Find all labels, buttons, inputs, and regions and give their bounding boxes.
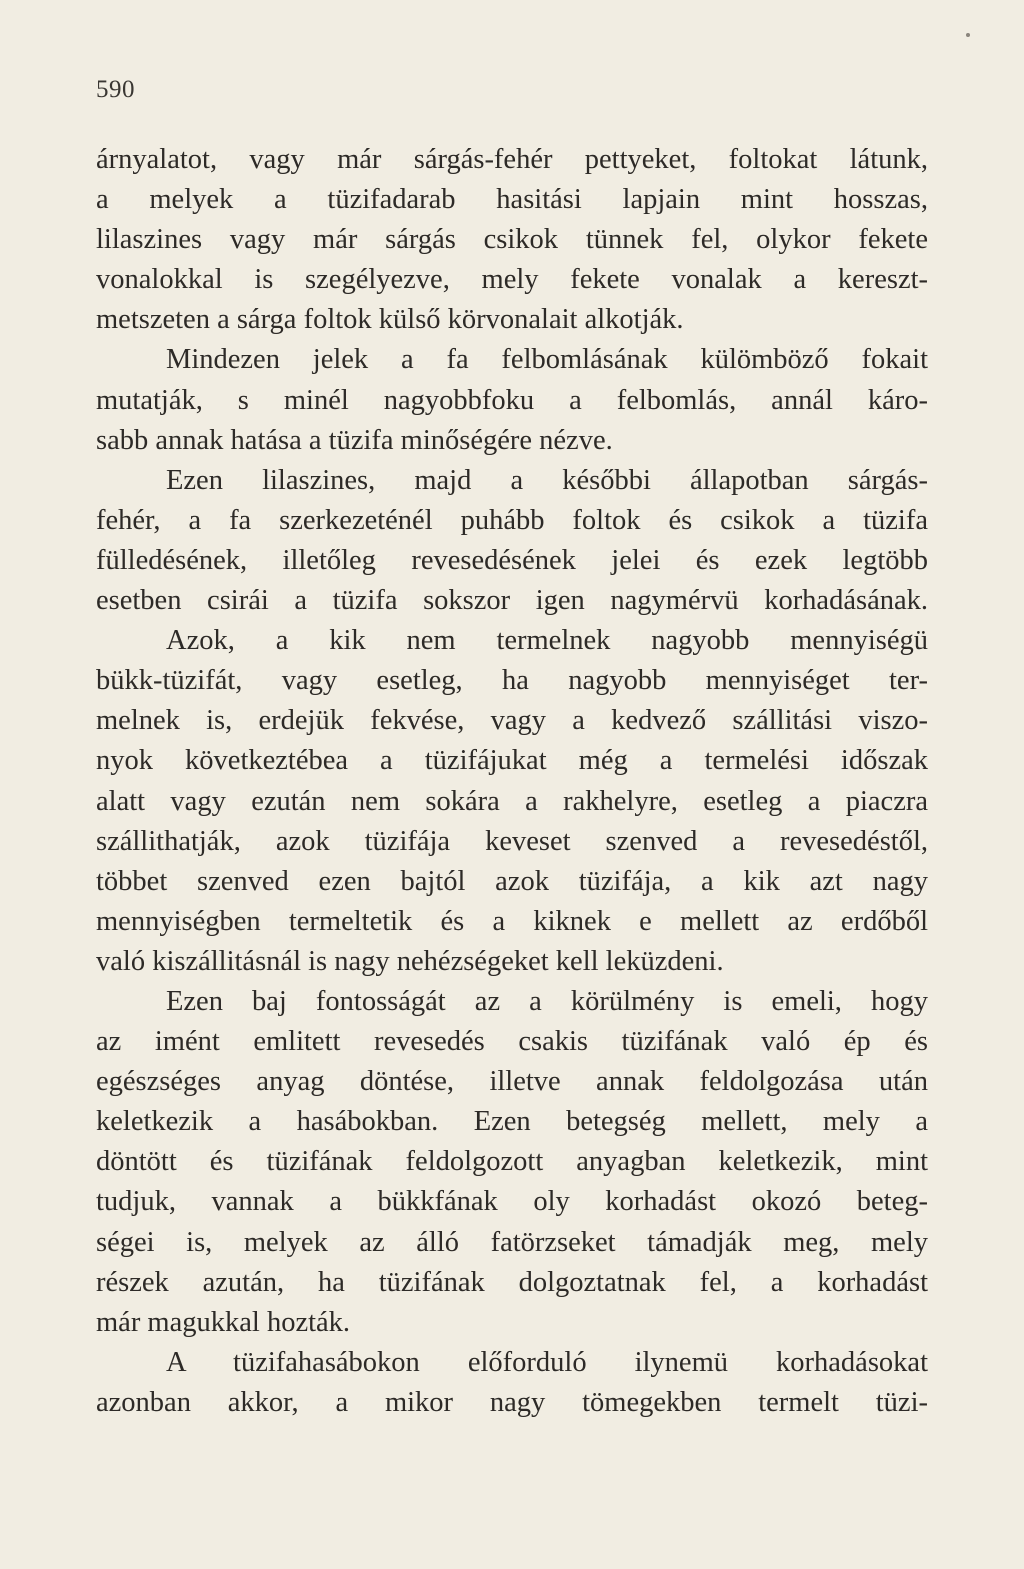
text-line: részek azután, ha tüzifának dolgoztatnak fel, a korhadást [96,1266,928,1298]
text-line: nyok következtébea a tüzifájukat még a termelési időszak [96,745,928,777]
text-line: árnyalatot, vagy már sárgás-fehér pettyeket, foltokat látunk, [96,144,928,175]
text-line: azonban akkor, a mikor nagy tömegekben termelt tüzi- [96,1386,928,1418]
text-line: vonalokkal is szegélyezve, mely fekete vonalak a kereszt- [96,264,928,296]
text-line: esetben csirái a tüzifa sokszor igen nagymérvü korhadásának. [96,585,928,617]
text-line: fülledésének, illetőleg revesedésének jelei és ezek legtöbb [96,544,928,576]
text-line: Mindezen jelek a fa felbomlásának külömböző fokait [166,344,928,376]
text-line: ségei is, melyek az álló fatörzseket támadják meg, mely [96,1226,928,1258]
page-number: 590 [96,76,135,103]
text-line: Ezen baj fontosságát az a körülmény is emeli, hogy [166,985,928,1017]
text-line: az imént emlitett revesedés csakis tüzifának való ép és [96,1026,928,1058]
text-line: tudjuk, vannak a bükkfának oly korhadást okozó beteg- [96,1186,928,1218]
text-line: egészséges anyag döntése, illetve annak feldolgozása után [96,1066,928,1098]
text-line: Ezen lilaszines, majd a későbbi állapotban sárgás- [166,464,928,496]
text-line: keletkezik a hasábokban. Ezen betegség mellett, mely a [96,1106,928,1138]
text-line: melnek is, erdejük fekvése, vagy a kedvező szállitási viszo- [96,705,928,737]
text-line: sabb annak hatása a tüzifa minőségére nézve. [96,424,613,456]
text-line: lilaszines vagy már sárgás csikok tünnek fel, olykor fekete [96,224,928,256]
text-line: való kiszállitásnál is nagy nehézségeket kell leküzdeni. [96,945,724,977]
text-line: már magukkal hozták. [96,1306,351,1338]
text-line: bükk-tüzifát, vagy esetleg, ha nagyobb mennyiséget ter- [96,665,928,697]
text-line: metszeten a sárga foltok külső körvonalait alkotják. [96,304,684,336]
text-line: mutatják, s minél nagyobbfoku a felbomlás, annál káro- [96,384,928,416]
text-line: döntött és tüzifának feldolgozott anyagban keletkezik, mint [96,1146,928,1178]
text-line: Azok, a kik nem termelnek nagyobb mennyiségü [166,625,928,657]
body-text [96,140,928,1423]
text-line: a melyek a tüzifadarab hasitási lapjain mint hosszas, [96,184,928,216]
text-line: többet szenved ezen bajtól azok tüzifája, a kik azt nagy [96,865,928,897]
text-line: A tüzifahasábokon előforduló ilynemü korhadásokat [166,1346,928,1378]
page-speck [966,33,970,37]
text-line: mennyiségben termeltetik és a kiknek e mellett az erdőből [96,905,928,937]
text-line: szállithatják, azok tüzifája keveset szenved a revesedéstől, [96,825,928,857]
text-line: fehér, a fa szerkezeténél puhább foltok és csikok a tüzifa [96,504,928,536]
text-line: alatt vagy ezután nem sokára a rakhelyre, esetleg a piaczra [96,785,928,817]
